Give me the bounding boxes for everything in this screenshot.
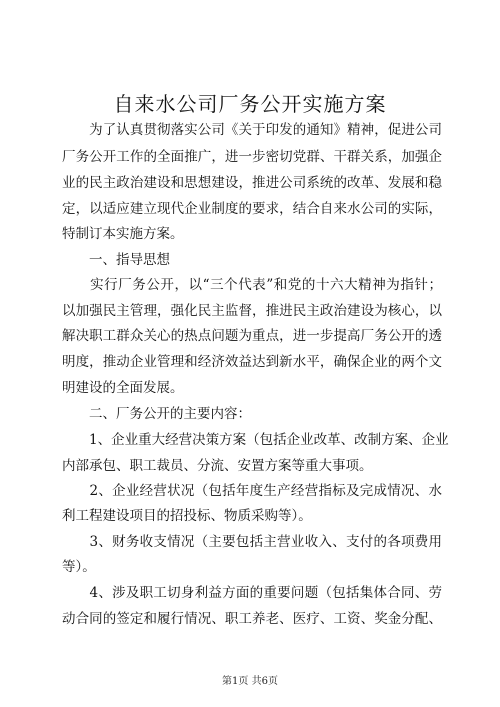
list-item-line: 内部承包、职工裁员、分流、安置方案等重大事项。 (62, 458, 373, 474)
list-item-line: 动合同的签定和履行情况、职工养老、医疗、工资、奖金分配、 (62, 611, 442, 627)
list-item-line: 1、企业重大经营决策方案（包括企业改革、改制方案、企业 (62, 432, 449, 448)
list-item-line: 等）。 (62, 559, 96, 575)
list-item-line: 3、财务收支情况（主要包括主营业收入、支付的各项费用 (62, 534, 442, 550)
list-item-line: 利工程建设项目的招投标、物质采购等）。 (62, 508, 312, 524)
body-line: 业的民主政治建设和思想建设，推进公司系统的改革、发展和稳 (62, 175, 442, 191)
body-line: 以加强民主管理，强化民主监督，推进民主政治建设为核心，以 (62, 303, 442, 319)
document-title: 自来水公司厂务公开实施方案 (113, 92, 387, 116)
body-line: 特制订本实施方案。 (62, 226, 184, 242)
body-line: 解决职工群众关心的热点问题为重点，进一步提高厂务公开的透 (62, 328, 442, 344)
body-line: 明度，推动企业管理和经济效益达到新水平，确保企业的两个文 (62, 354, 442, 370)
body-line: 明建设的全面发展。 (62, 380, 184, 396)
section-heading: 一、指导思想 (62, 252, 170, 268)
body-line: 定，以适应建立现代企业制度的要求，结合自来水公司的实际， (62, 201, 442, 217)
list-item-line: 2、企业经营状况（包括年度生产经营指标及完成情况、水 (62, 483, 442, 499)
body-line: 为了认真贯彻落实公司《关于印发的通知》精神，促进公司 (62, 122, 442, 138)
section-heading: 二、厂务公开的主要内容： (62, 406, 251, 422)
page-footer: 第1页 共6页 (222, 676, 278, 687)
body-line: 实行厂务公开，以“三个代表”和党的十六大精神为指针； (62, 277, 442, 293)
list-item-line: 4、涉及职工切身利益方面的重要问题（包括集体合同、劳 (62, 585, 442, 601)
body-line: 厂务公开工作的全面推广，进一步密切党群、干群关系，加强企 (62, 149, 442, 165)
